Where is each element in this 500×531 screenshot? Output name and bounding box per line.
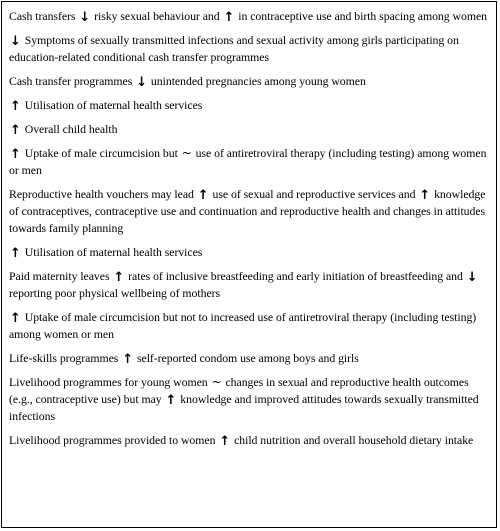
increase-arrow-icon: ↑ — [10, 246, 21, 261]
finding-item — [9, 32, 487, 66]
finding-text: Cash transfer programmes — [9, 74, 136, 88]
finding-text: Utilisation of maternal health services — [21, 98, 203, 112]
increase-arrow-icon: ↑ — [10, 123, 21, 138]
finding-text: Utilisation of maternal health services — [21, 245, 203, 259]
finding-item — [9, 374, 487, 425]
finding-item — [9, 350, 487, 367]
increase-arrow-icon: ↑ — [10, 99, 21, 114]
finding-text: Overall child health — [21, 122, 118, 136]
finding-item — [9, 97, 487, 114]
finding-item — [9, 186, 487, 237]
increase-arrow-icon: ↑ — [113, 270, 125, 285]
increase-arrow-icon: ↑ — [419, 188, 431, 203]
finding-text: Symptoms of sexually transmitted infections and sexual activity among girls participating on education-related conditional cash transfer programmes — [9, 33, 459, 64]
no-change-tilde-icon: ~ — [181, 146, 192, 160]
finding-text: Life-skills programmes — [9, 351, 122, 365]
finding-text: self-reported condom use among boys and girls — [134, 351, 359, 365]
finding-text: Livelihood programmes for young women — [9, 375, 211, 389]
finding-text: reporting poor physical wellbeing of mothers — [9, 286, 221, 300]
finding-text: Uptake of male circumcision but not to increased use of antiretroviral therapy (including testing) among women or men — [9, 310, 477, 341]
finding-text: Paid maternity leaves — [9, 269, 113, 283]
finding-text: risky sexual behaviour and — [91, 9, 223, 23]
finding-item — [9, 8, 487, 25]
finding-text: changes in sexual and reproductive health outcomes (e.g., contraceptive use) but may — [9, 375, 469, 406]
finding-item — [9, 145, 487, 179]
finding-text: child nutrition and overall household dietary intake — [231, 433, 474, 447]
finding-text: knowledge of contraceptives, contraceptive use and continuation and reproductive health and changes in attitudes towards family planning — [9, 187, 486, 235]
finding-text: use of sexual and reproductive services and — [209, 187, 419, 201]
finding-item — [9, 432, 487, 449]
finding-item — [9, 244, 487, 261]
finding-item — [9, 268, 487, 302]
increase-arrow-icon: ↑ — [219, 434, 231, 449]
no-change-tilde-icon: ~ — [211, 375, 222, 389]
finding-text: Livelihood programmes provided to women — [9, 433, 219, 447]
finding-text: Cash transfers — [9, 9, 79, 23]
decrease-arrow-icon: ↓ — [10, 34, 21, 49]
finding-text: Uptake of male circumcision but — [21, 146, 181, 160]
increase-arrow-icon: ↑ — [197, 188, 209, 203]
decrease-arrow-icon: ↓ — [466, 270, 478, 285]
decrease-arrow-icon: ↓ — [79, 10, 91, 25]
increase-arrow-icon: ↑ — [122, 352, 134, 367]
finding-text: in contraceptive use and birth spacing among women — [235, 9, 487, 23]
finding-text: rates of inclusive breastfeeding and early initiation of breastfeeding and — [125, 269, 466, 283]
finding-text: use of antiretroviral therapy (including testing) among women or men — [9, 146, 487, 177]
finding-item — [9, 73, 487, 90]
finding-item — [9, 309, 487, 343]
increase-arrow-icon: ↑ — [10, 147, 21, 162]
finding-text: knowledge and improved attitudes towards sexually transmitted infections — [9, 392, 479, 423]
finding-text: unintended pregnancies among young women — [148, 74, 366, 88]
findings-box — [1, 1, 497, 528]
finding-text: Reproductive health vouchers may lead — [9, 187, 197, 201]
finding-item — [9, 121, 487, 138]
increase-arrow-icon: ↑ — [10, 311, 21, 326]
findings-list — [2, 2, 496, 449]
increase-arrow-icon: ↑ — [165, 393, 177, 408]
increase-arrow-icon: ↑ — [223, 10, 235, 25]
decrease-arrow-icon: ↓ — [136, 75, 148, 90]
